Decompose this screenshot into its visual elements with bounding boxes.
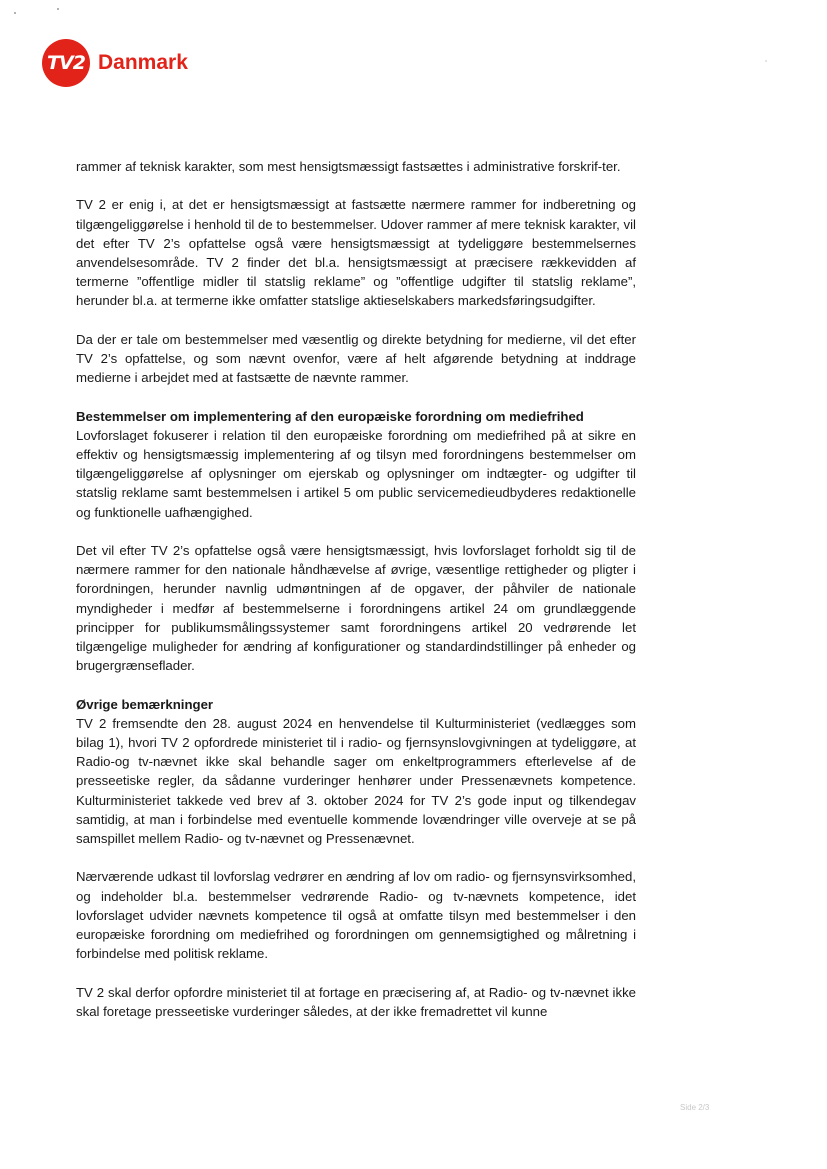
section-heading: Bestemmelser om implementering af den europæiske forordning om mediefrihed (76, 408, 584, 424)
paragraph: Nærværende udkast til lovforslag vedrører en ændring af lov om radio- og fjernsynsvirksomhed, og indeholder bl.a. bestemmelser vedrørende Radio- og tv-nævnets kompetence, idet lovforslaget udvider nævnets kompetence til også at omfatte tilsyn med bestemmelser i den europæiske forordning om mediefrihed og forordningen om gennemsigtighed og målretning i forbindelse med politisk reklame. (76, 869, 636, 962)
scan-speck (14, 12, 16, 14)
paragraph: Da der er tale om bestemmelser med væsentlig og direkte betydning for medierne, vil det efter TV 2’s opfattelse, og som nævnt ovenfor, være af helt afgørende betydning at inddrage medierne i arbejdet med at fastsætte de nævnte rammer. (76, 331, 636, 386)
paragraph: Det vil efter TV 2’s opfattelse også være hensigtsmæssigt, hvis lovforslaget forholdt sig til de nærmere rammer for den nationale håndhævelse af øvrige, væsentlige rettigheder og pligter i forordningen, herunder navnlig udmøntningen af de opgaver, der påhviler de nationale myndigheder i medfør af bestemmelserne i forordningens artikel 24 om grundlæggende principper for publikumsmålingssystemer samt forordningens artikel 20 vedrørende let tilgængelige muligheder for ændring af konfigurationer og standardindstillinger på enheder og brugergrænseflader. (76, 543, 636, 674)
brand-name: Danmark (98, 51, 188, 74)
scan-speck (765, 60, 767, 62)
section-heading: Øvrige bemærkninger (76, 696, 214, 712)
tv2-logo-mark: TV2 (42, 39, 90, 87)
paragraph: TV 2 fremsendte den 28. august 2024 en henvendelse til Kulturministeriet (vedlægges som bilag 1), hvori TV 2 opfordrede ministeriet til i radio- og fjernsynslovgivningen at tydeliggøre, at Radio-og tv-nævnet ikke skal behandle sager om enkeltprogrammers efterlevelse af de presseetiske regler, da sådanne vurderinger henhører under Pressenævnets kompetence. Kulturministeriet takkede ved brev af 3. oktober 2024 for TV 2’s gode input og tilkendegav samtidig, at man i forbindelse med eventuelle kommende lovændringer ville overveje at se på samspillet mellem Radio- og tv-nævnet og Pressenævnet. (76, 715, 636, 847)
tv2-logo (42, 39, 188, 87)
scan-speck (57, 8, 59, 10)
document-body (76, 157, 636, 1040)
paragraph: rammer af teknisk karakter, som mest hensigtsmæssigt fastsættes i administrative forskrif-ter. (76, 159, 621, 174)
paragraph: TV 2 skal derfor opfordre ministeriet til at fortage en præcisering af, at Radio- og tv-nævnet ikke skal foretage presseetiske vurderinger således, at der ikke fremadrettet vil kunne (76, 984, 636, 1019)
paragraph: Lovforslaget fokuserer i relation til den europæiske forordning om mediefrihed på at sikre en effektiv og hensigtsmæssig implementering af og tilsyn med forordningens bestemmelser om tilgængeliggørelse af oplysninger om ejerskab og oplysninger om indtægter- og udgifter til statslig reklame samt bestemmelsen i artikel 5 om public servicemedieudbyderes redaktionelle og funktionelle uafhængighed. (76, 427, 636, 520)
paragraph: TV 2 er enig i, at det er hensigtsmæssigt at fastsætte nærmere rammer for indberetning og tilgængeliggørelse i henhold til de to bestemmelser. Udover rammer af mere teknisk karakter, vil det efter TV 2’s opfattelse også være hensigtsmæssigt at tydeliggøre bestemmelsernes anvendelsesområde. TV 2 finder det bl.a. hensigtsmæssigt at præcisere rækkevidden af termerne ”offentlige midler til statslig reklame” og ”offentlige udgifter til statslig reklame”, herunder bl.a. at termerne ikke omfatter statslige aktieselskabers markedsføringsudgifter. (76, 197, 636, 309)
page-number: Side 2/3 (680, 1103, 710, 1112)
